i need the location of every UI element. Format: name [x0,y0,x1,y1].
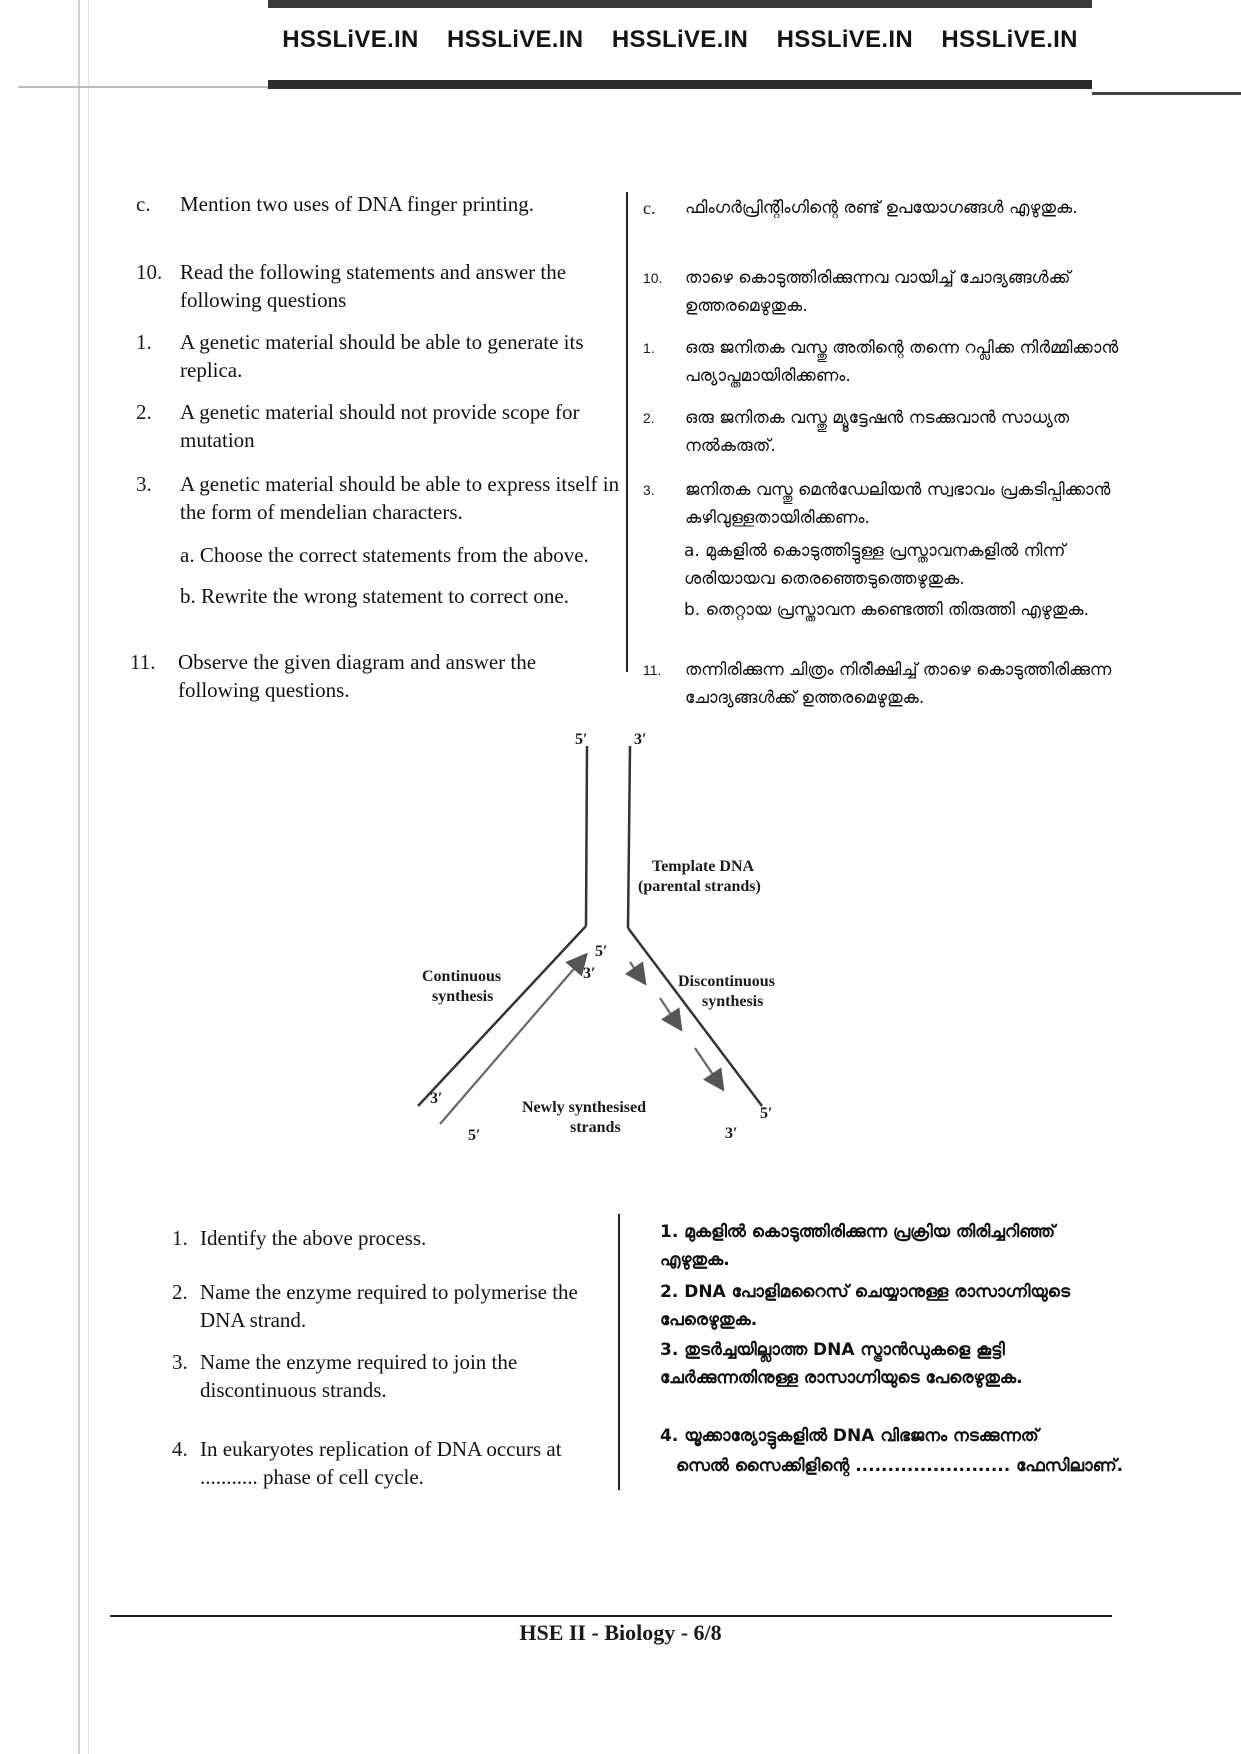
question-number: c. [643,198,656,218]
statement-1-en [136,328,622,384]
header-rule-left [18,86,268,88]
fork-5prime: 5′ [595,943,608,960]
q11-sub-1-en [172,1224,612,1252]
top-right-3prime: 3′ [634,731,647,748]
sub-question-line-1: In eukaryotes replication of DNA occurs at [200,1437,562,1461]
question-number: 11. [643,662,662,678]
statement-number: 3. [136,472,152,496]
bottom-left-3prime: 3′ [430,1090,443,1107]
top-left-5prime: 5′ [575,731,588,748]
statement-number: 2. [643,410,655,426]
statement-text: A genetic material should be able to generate its replica. [180,330,584,382]
okazaki-fragment-1 [630,962,644,982]
parental-strand-right-lower [628,928,762,1106]
sub-question-b-en: b. Rewrite the wrong statement to correct one. [180,584,569,608]
watermark-text: HSSLiVE.IN [447,26,584,53]
statement-2-ml [643,404,1123,460]
sub-question-number: 2. [172,1280,188,1304]
page-edge [78,0,80,1754]
watermark-row [268,26,1092,54]
sub-question-text [200,1435,610,1491]
replication-fork-diagram [400,726,840,1156]
statement-3-en [136,470,622,526]
sub-question-text: Name the enzyme required to join the discontinuous strands. [200,1350,518,1402]
question-text: താഴെ കൊടുത്തിരിക്കുന്നവ വായിച്ച് ചോദ്യങ്ങൾക്ക് ഉത്തരമെഴുതുക. [685,268,1071,316]
bottom-left-5prime: 5′ [468,1127,481,1144]
newly-synthesised-label: Newly synthesised [522,1099,647,1116]
question-number: 11. [130,650,156,674]
page-edge-shadow [88,0,89,1754]
question-10-ml [643,264,1123,320]
statement-1-ml [643,334,1123,390]
question-11-ml [643,656,1123,712]
statement-text: A genetic material should be able to express itself in the form of mendelian characters. [180,472,620,524]
header-banner [268,0,1092,92]
q11-sub-2-ml: 2. DNA പോളിമറൈസ് ചെയ്യാനുള്ള രാസാഗ്നിയുടെ പേരെഴുതുക. [660,1282,1070,1330]
fork-3prime: 3′ [583,965,596,982]
question-number: 10. [136,260,163,284]
statement-3-ml [643,476,1123,532]
parental-strands-label: (parental strands) [638,878,761,895]
continuous-label: Continuous [422,968,502,985]
continuous-synthesis-label: synthesis [432,988,494,1005]
page-footer: HSE II - Biology - 6/8 [519,1620,722,1645]
question-text: Mention two uses of DNA finger printing. [180,192,535,216]
header-rule-right [1092,92,1241,95]
question-9c-ml [643,194,1123,222]
statement-text: A genetic material should not provide scope for mutation [180,400,580,452]
question-text: Read the following statements and answer the following questions [180,260,567,312]
q11-sub-1-ml: 1. മുകളിൽ കൊടുത്തിരിക്കുന്ന പ്രക്രിയ തിരിച്ചറിഞ്ഞ് എഴുതുക. [660,1222,1056,1270]
statement-2-en [136,398,622,454]
sub-question-number: 1. [172,1226,188,1250]
column-divider-lower [618,1214,620,1490]
statement-text: ഒരു ജനിതക വസ്തു അതിന്റെ തന്നെ റപ്ലിക്ക നിർമ്മിക്കാൻ പര്യാപ്തമായിരിക്കണം. [685,338,1119,386]
watermark-text: HSSLiVE.IN [776,26,913,53]
sub-question-line-2: ........... phase of cell cycle. [200,1465,424,1489]
parental-strand-left-lower [418,926,586,1106]
statement-number: 1. [643,340,655,356]
sub-question-a-ml: a. മുകളിൽ കൊടുത്തിട്ടുള്ള പ്രസ്താവനകളിൽ നിന്ന് ശരിയായവ തെരഞ്ഞെടുത്തെഴുതുക. [684,541,1066,589]
statement-number: 1. [136,330,152,354]
q11-sub-3-en [172,1348,612,1404]
strands-label: strands [570,1119,621,1136]
bottom-right-3prime: 3′ [725,1125,738,1142]
sub-question-text: Identify the above process. [200,1226,427,1250]
q11-sub-4-en [172,1435,612,1491]
q11-sub-4-ml-line-2: സെൽ സൈക്കിളിന്റെ ........................ ഫേസിലാണ്. [676,1456,1124,1476]
statement-text: ജനിതക വസ്തു മെൻഡേലിയൻ സ്വഭാവം പ്രകടിപ്പിക്കാൻ കഴിവുള്ളതായിരിക്കണം. [685,480,1111,528]
question-text: ഫിംഗർപ്രിന്റിംഗിന്റെ രണ്ട് ഉപയോഗങ്ങൾ എഴുതുക. [685,198,1078,218]
sub-question-text: Name the enzyme required to polymerise the DNA strand. [200,1280,578,1332]
question-11-en [130,648,620,704]
question-number: c. [136,192,151,216]
bottom-right-5prime: 5′ [760,1105,773,1122]
discontinuous-label: Discontinuous [678,973,775,990]
q11-sub-3-ml: 3. തുടർച്ചയില്ലാത്ത DNA സ്ട്രാൻഡുകളെ കൂട്ടി ചേർക്കുന്നതിനുള്ള രാസാഗ്നിയുടെ പേരെഴുതുക. [660,1340,1023,1388]
parental-strand-right [628,746,630,928]
watermark-text: HSSLiVE.IN [611,26,749,53]
q11-sub-4-ml-line-1: 4. യൂക്കാര്യോട്ടുകളിൽ DNA വിഭജനം നടക്കുന്നത് [660,1426,1039,1446]
statement-number: 3. [643,482,655,498]
question-text: തന്നിരിക്കുന്ന ചിത്രം നിരീക്ഷിച്ച് താഴെ കൊടുത്തിരിക്കുന്ന ചോദ്യങ്ങൾക്ക് ഉത്തരമെഴുതുക. [685,660,1112,708]
discontinuous-synthesis-label: synthesis [702,993,764,1010]
question-10-en [136,258,622,314]
question-9c-en [136,190,616,218]
statement-text: ഒരു ജനിതക വസ്തു മ്യൂട്ടേഷൻ നടക്കുവാൻ സാധ്യത നൽകരുത്. [685,408,1070,456]
statement-number: 2. [136,400,152,424]
watermark-text: HSSLiVE.IN [282,26,419,53]
replication-fork-svg [400,726,840,1156]
footer-rule [110,1615,1112,1617]
sub-question-a-en: a. Choose the correct statements from the above. [180,543,589,567]
template-dna-label: Template DNA [652,858,755,875]
okazaki-fragment-3 [695,1048,722,1088]
okazaki-fragment-2 [660,998,680,1028]
sub-question-number: 4. [172,1437,188,1461]
banner-top-bar [268,0,1092,8]
banner-bottom-bar [268,80,1092,89]
sub-question-b-ml: b. തെറ്റായ പ്രസ്താവന കണ്ടെത്തി തിരുത്തി എഴുതുക. [684,600,1089,620]
watermark-text: HSSLiVE.IN [941,26,1078,53]
question-number: 10. [643,270,663,286]
parental-strand-left [586,746,587,926]
q11-sub-2-en [172,1278,612,1334]
sub-question-number: 3. [172,1350,188,1374]
column-divider-upper [626,192,628,672]
question-text: Observe the given diagram and answer the following questions. [178,650,537,702]
